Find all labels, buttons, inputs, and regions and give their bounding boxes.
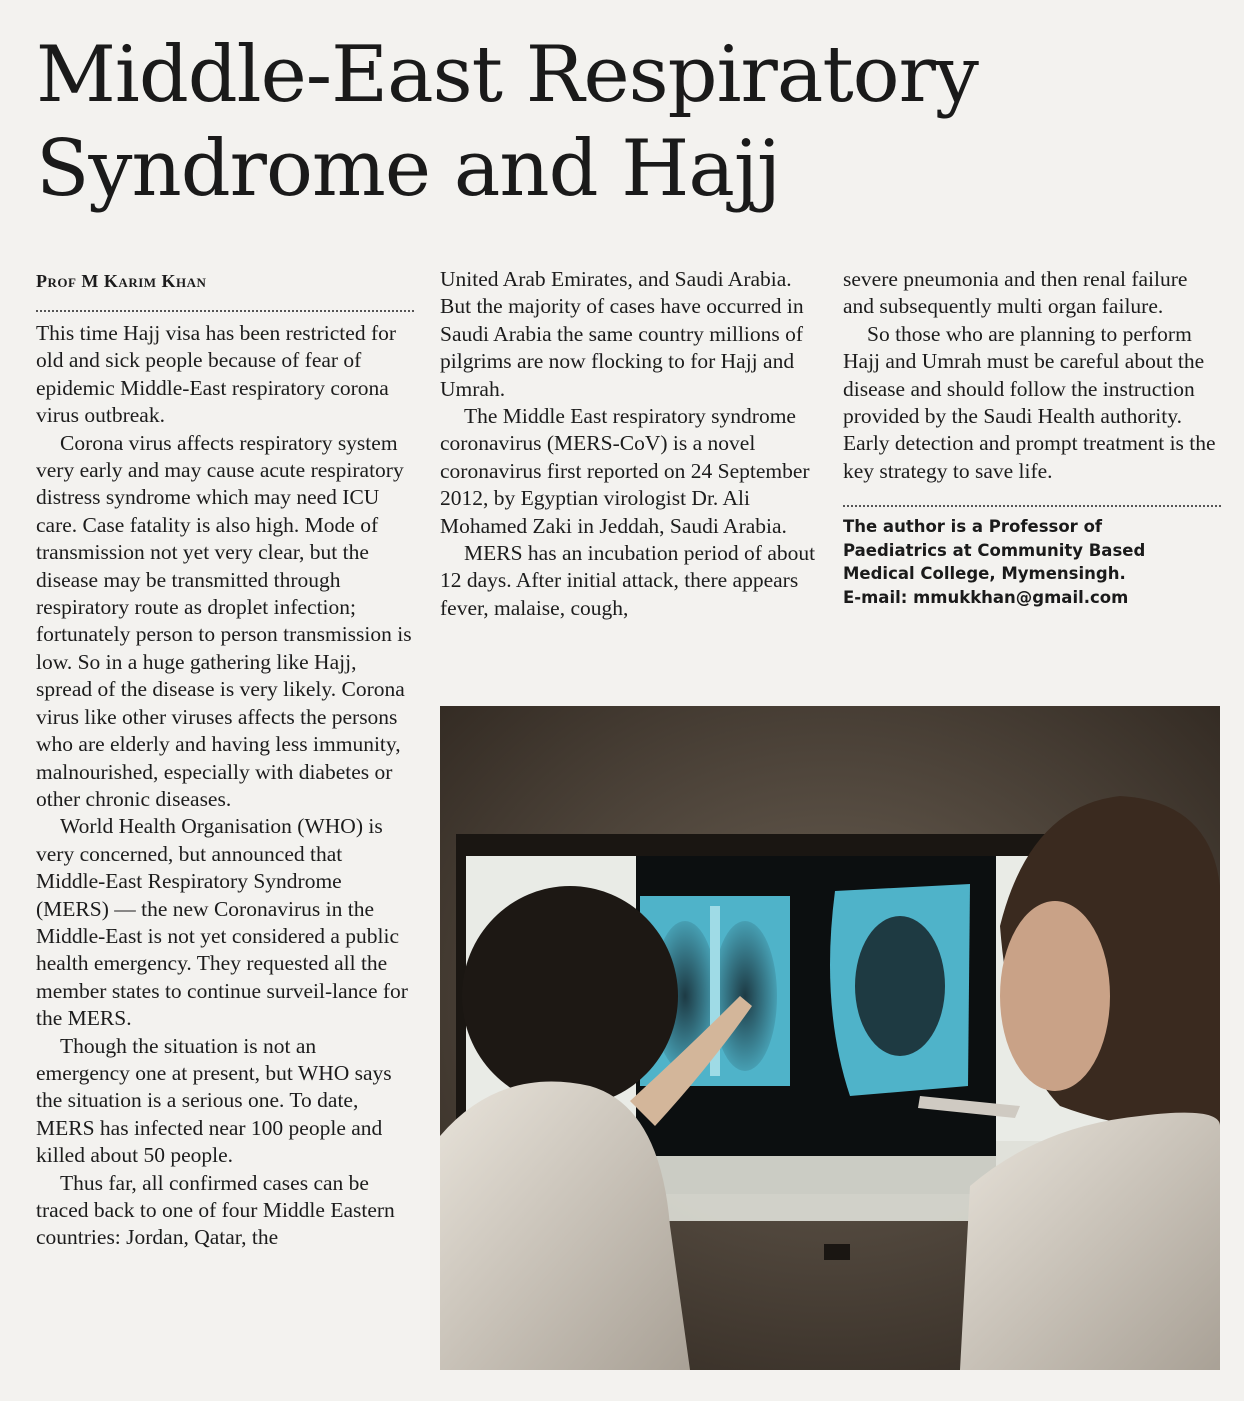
byline-divider bbox=[36, 310, 414, 312]
article-column-2 bbox=[440, 266, 816, 622]
author-note-line: Paediatrics at Community Based bbox=[843, 540, 1146, 560]
paragraph: United Arab Emirates, and Saudi Arabia. But the majority of cases have occurred in Saudi Arabia the same country millions of pilgrims are now flocking to for Hajj and Umrah. bbox=[440, 267, 804, 401]
paragraph: severe pneumonia and then renal failure and subsequently multi organ failure. bbox=[843, 267, 1188, 319]
article-column-3 bbox=[843, 266, 1221, 609]
paragraph: So those who are planning to perform Hajj and Umrah must be careful about the disease and should follow the instruction provided by the Saudi Health authority. Early detection and prompt treatment is the key strategy to save life. bbox=[843, 321, 1216, 483]
article-photo-doctors-viewing-xrays bbox=[440, 706, 1220, 1370]
paragraph: Corona virus affects respiratory system very early and may cause acute respiratory distress syndrome which may need ICU care. Case fatality is also high. Mode of transmission not yet very clear, but the disease may be transmitted through respiratory route as droplet infection; fortunately person to person transmission is low. So in a huge gathering like Hajj, spread of the disease is very likely. Corona virus like other viruses affects the persons who are elderly and having less immunity, malnourished, especially with diabetes or other chronic diseases. bbox=[36, 430, 412, 811]
author-note bbox=[843, 515, 1221, 609]
paragraph: This time Hajj visa has been restricted for old and sick people because of fear of epidemic Middle-East respiratory corona virus outbreak. bbox=[36, 321, 397, 428]
paragraph: Though the situation is not an emergency one at present, but WHO says the situation is a serious one. To date, MERS has infected near 100 people and killed about 50 people. bbox=[36, 1033, 392, 1168]
byline: Prof M Karim Khan bbox=[36, 271, 207, 291]
author-email: E-mail: mmukkhan@gmail.com bbox=[843, 587, 1129, 607]
wall-switch bbox=[824, 1244, 850, 1260]
author-note-line: Medical College, Mymensingh. bbox=[843, 564, 1126, 584]
article-column-1 bbox=[36, 266, 414, 1252]
author-note-line: The author is a Professor of bbox=[843, 517, 1103, 537]
paragraph: Thus far, all confirmed cases can be traced back to one of four Middle Eastern countries: Jordan, Qatar, the bbox=[36, 1170, 395, 1250]
paragraph: The Middle East respiratory syndrome coronavirus (MERS-CoV) is a novel coronavirus first reported on 24 September 2012, by Egyptian virologist Dr. Ali Mohamed Zaki in Jeddah, Saudi Arabia. bbox=[440, 404, 810, 538]
paragraph: World Health Organisation (WHO) is very concerned, but announced that Middle-East Respiratory Syndrome (MERS) — the new Coronavirus in the Middle-East is not yet considered a public health emergency. They requested all the member states to continue surveil-lance for the MERS. bbox=[36, 814, 408, 1031]
author-note-divider bbox=[843, 505, 1221, 507]
paragraph: MERS has an incubation period of about 12 days. After initial attack, there appears fever, malaise, cough, bbox=[440, 541, 816, 620]
article-headline: Middle-East Respiratory Syndrome and Hajj bbox=[36, 30, 978, 214]
xray-chest-lateral bbox=[830, 884, 970, 1096]
